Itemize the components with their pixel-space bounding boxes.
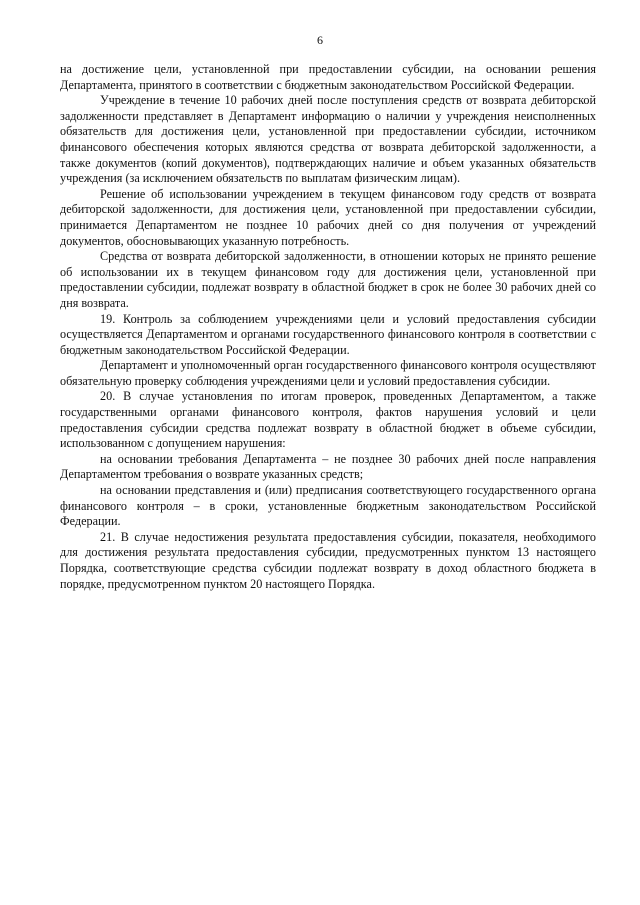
paragraph: Решение об использовании учреждением в текущем финансовом году средств от возврата дебиторской задолженности, для достижения цели, установленной при предоставлении субсидии, принимается Департаментом не позднее 10 рабочих дней со дня получения от учреждений документов, обосновывающих указанную потребность. xyxy=(60,186,596,248)
paragraph: 19. Контроль за соблюдением учреждениями цели и условий предоставления субсидии осуществляется Департаментом и органами государственного финансового контроля в соответствии с бюджетным законодательством Российской Федерации. xyxy=(60,311,596,357)
page-number: 6 xyxy=(317,33,323,47)
document-body xyxy=(60,62,596,592)
paragraph: 21. В случае недостижения результата предоставления субсидии, показателя, необходимого для достижения результата предоставления субсидии, предусмотренных пунктом 13 настоящего Порядка, соответствующие средства субсидии подлежат возврату в доход областного бюджета в порядке, предусмотренном пунктом 20 настоящего Порядка. xyxy=(60,529,596,591)
paragraph: 20. В случае установления по итогам проверок, проведенных Департаментом, а также государственными органами финансового контроля, фактов нарушения условий и цели предоставления субсидии средства подлежат возврату в областной бюджет в объеме субсидии, использованном с допущением нарушения: xyxy=(60,389,596,451)
paragraph: Средства от возврата дебиторской задолженности, в отношении которых не принято решение об использовании их в текущем финансовом году для достижения цели, установленной при предоставлении субсидии, подлежат возврату в областной бюджет в срок не более 30 рабочих дней со дня возврата. xyxy=(60,249,596,310)
paragraph: Учреждение в течение 10 рабочих дней после поступления средств от возврата дебиторской задолженности представляет в Департамент информацию о наличии у учреждения неисполненных обязательств для достижения цели, установленной при предоставлении субсидии, источником финансового обеспечения которых являются средства от возврата дебиторской задолженности, а также документов (копий документов), подтверждающих наличие и объем указанных обязательств учреждения (за исключением обязательств по выплатам физическим лицам). xyxy=(60,93,596,186)
paragraph: на основании представления и (или) предписания соответствующего государственного органа финансового контроля – в сроки, установленные бюджетным законодательством Российской Федерации. xyxy=(60,483,596,529)
paragraph: на достижение цели, установленной при предоставлении субсидии, на основании решения Департамента, принятого в соответствии с бюджетным законодательством Российской Федерации. xyxy=(60,62,596,92)
paragraph: Департамент и уполномоченный орган государственного финансового контроля осуществляют обязательную проверку соблюдения учреждениями цели и условий предоставления субсидии. xyxy=(60,358,596,388)
paragraph: на основании требования Департамента – не позднее 30 рабочих дней после направления Департаментом требования о возврате указанных средств; xyxy=(60,451,596,482)
